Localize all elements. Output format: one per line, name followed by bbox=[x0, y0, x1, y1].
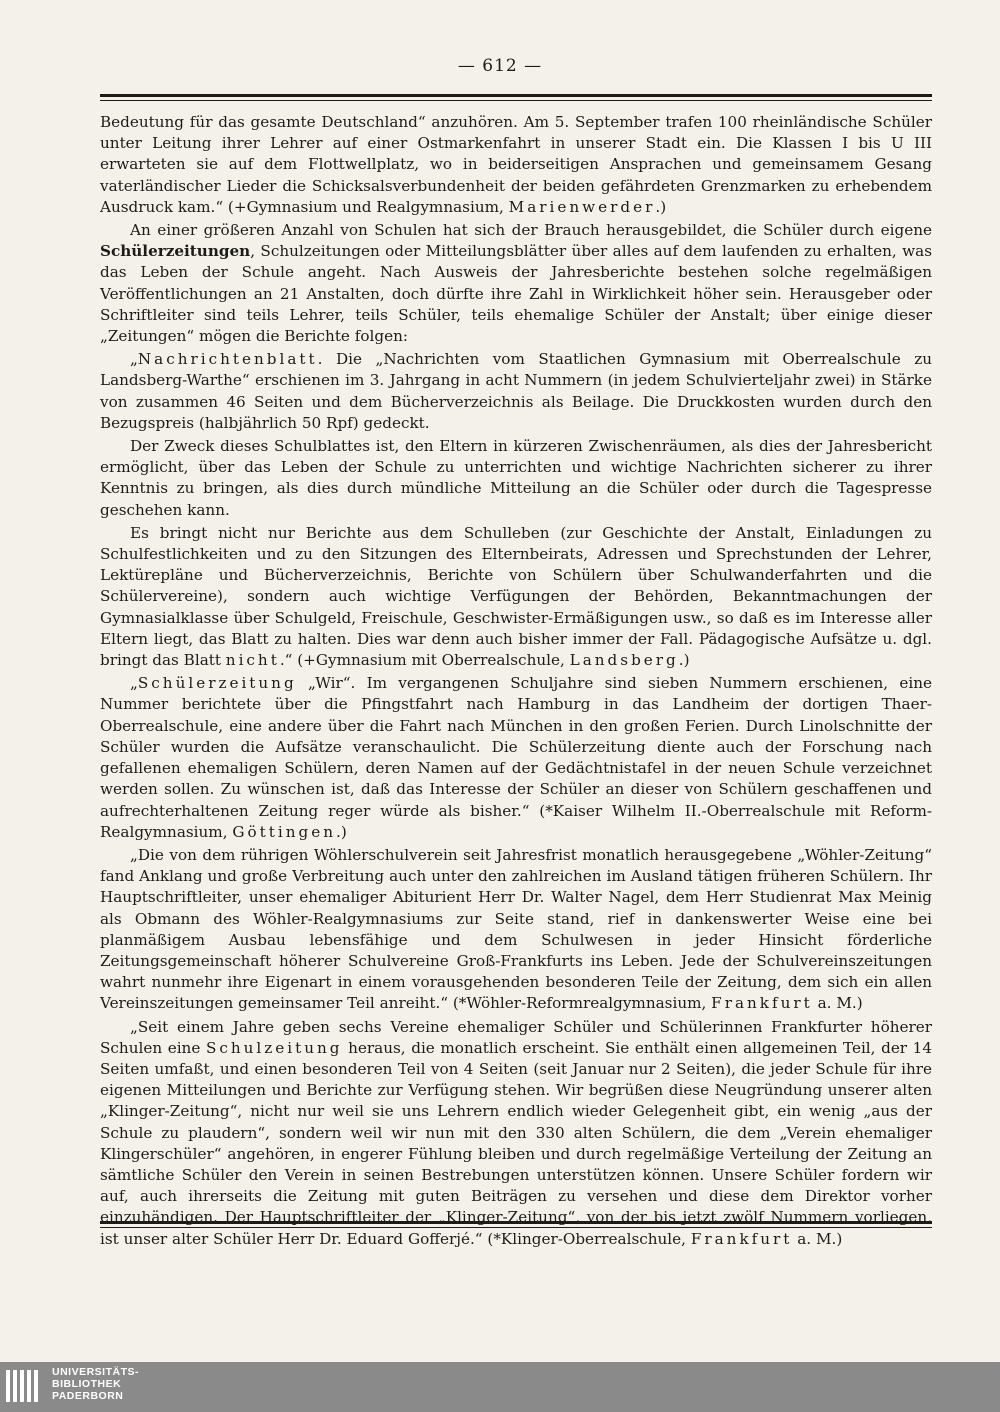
text-run: .) bbox=[336, 822, 347, 841]
text-run: Bedeutung für das gesamte Deutschland“ anzuhören. Am 5. September trafen 100 rheinländische Schüler unter Leitung ihrer Lehrer auf einer Ostmarkenfahrt in unserer Stadt ein. Die Klassen I bis U III erwarteten sie auf dem Flottwellplatz, wo in beiderseitigen Ansprachen und gemeinsamem Gesang vaterländischer Lieder die Schicksalsverbundenheit der beiden gefährdeten Grenzmarken zu erhebendem Ausdruck kam.“ (+Gymnasium und Realgymnasium, bbox=[100, 113, 932, 216]
text-run: „ bbox=[130, 350, 138, 369]
page-number: — 612 — bbox=[457, 56, 543, 76]
paragraph bbox=[100, 523, 932, 671]
bottom-rule bbox=[100, 1221, 932, 1228]
text-run: heraus, die monatlich erscheint. Sie enthält einen allgemeinen Teil, der 14 Seiten umfaßt, und einen besonderen Teil von 4 Seiten (seit Januar nur 2 Seiten), die jeder Schule für ihre eigenen Mitteilungen und Berichte zur Verfügung stehen. Wir begrüßen diese Neugründung unserer alten „Klinger-Zeitung“, nicht nur weil sie uns Lehrern endlich wieder Gelegenheit gibt, ein wenig „aus der Schule zu plaudern“, sondern weil wir nun mit den 330 alten Schülern, die dem „Verein ehemaliger Klingerschüler“ angehören, in engerer Fühlung bleiben und durch regelmäßige Verteilung der Zeitung an sämtliche Schüler den Verein in seinen Bestrebungen unterstützen können. Unsere Schüler fordern wir auf, auch ihrerseits die Zeitung mit guten Beiträgen zu versehen und diese dem Direktor vorher einzuhändigen. Der Hauptschriftleiter der „Klinger-Zeitung“, von der bis jetzt zwölf Nummern vorliegen, ist unser alter Schüler Herr Dr. Eduard Gofferjé.“ (*Klinger-Oberrealschule, bbox=[100, 1038, 932, 1248]
spaced-text: Landsberg bbox=[569, 651, 679, 670]
text-run: „Seit einem Jahre geben sechs Vereine ehemaliger Schüler und Schülerinnen Frankfurter höherer Schulen eine bbox=[100, 1017, 932, 1057]
library-name bbox=[52, 1366, 139, 1402]
spaced-text: Marienwerder bbox=[508, 197, 656, 216]
library-name-line-1: UNIVERSITÄTS- bbox=[52, 1366, 140, 1378]
text-run: .) bbox=[678, 651, 690, 670]
text-run: .“ (+Gymnasium mit Oberrealschule, bbox=[279, 651, 570, 670]
spaced-text: Göttingen bbox=[232, 822, 336, 841]
text-run: Es bringt nicht nur Berichte aus dem Schulleben (zur Geschichte der Anstalt, Einladungen zu Schulfestlichkeiten und zu den Sitzungen des Elternbeirats, Adressen und Sprechstunden der Lehrer, Lektürepläne und Bücherverzeichnis, Berichte von Schülern über Schulwanderfahrten und die Schülervereine), sondern auch wichtige Verfügungen der Behörden, Bekanntmachungen der Gymnasialklasse über Schulgeld, Freischule, Geschwister-Ermäßigungen usw., so daß es im Interesse aller Eltern liegt, das Blatt zu halten. Dies war denn auch bisher immer der Fall. Pädagogische Aufsätze u. dgl. bringt das Blatt bbox=[100, 523, 932, 670]
text-run: „ bbox=[130, 674, 138, 693]
text-run: „Die von dem rührigen Wöhlerschulverein seit Jahresfrist monatlich herausgegebene „Wöhler-Zeitung“ fand Anklang und große Verbreitung auch unter den zahlreichen im Ausland tätigen früheren Schülern. Ihr Hauptschriftleiter, unser ehemaliger Abiturient Herr Dr. Walter Nagel, dem Herr Studienrat Max Meinig als Obmann des Wöhler-Realgymnasiums zur Seite stand, rief in dankenswerter Weise eine bei planmäßigem Ausbau lebensfähige und dem Schulwesen in jeder Hinsicht förderliche Zeitungsgemeinschaft höherer Schulvereine Groß-Frankfurts ins Leben. Jede der Schulvereinszeitungen wahrt nunmehr ihre Eigenart in einem vorausgehenden besonderen Teile der Zeitung, dem sich ein allen Vereinszeitungen gemeinsamer Teil anreiht.“ (*Wöhler-Reformrealgymnasium, bbox=[100, 845, 932, 1013]
text-run: „Wir“. Im vergangenen Schuljahre sind sieben Nummern erschienen, eine Nummer berichtete über die Pfingstfahrt nach Hamburg in das Landheim der dortigen Thaer-Oberrealschule, eine andere über die Fahrt nach München in den großen Ferien. Durch Linolschnitte der Schüler wurden die Aufsätze veranschaulicht. Die Schülerzeitung diente auch der Forschung nach gefallenen ehemaligen Schülern, deren Namen auf der Gedächtnistafel in der neuen Schule verzeichnet werden sollen. Zu wünschen ist, daß das Interesse der Schüler an dieser von Schülern geschaffenen und aufrechterhaltenen Zeitung reger würde als bisher.“ (*Kaiser Wilhelm II.-Oberrealschule mit Reform-Realgymnasium, bbox=[100, 674, 932, 841]
top-rule bbox=[100, 94, 932, 101]
text-run: Der Zweck dieses Schulblattes ist, den Eltern in kürzeren Zwischenräumen, als dies der Jahresbericht ermöglicht, über das Leben der Schule zu unterrichten und wichtige Nachrichten sicherer zu ihrer Kenntnis zu bringen, als dies durch mündliche Mitteilung an die Schüler oder durch die Tagespresse geschehen kann. bbox=[100, 437, 932, 519]
paragraph bbox=[100, 673, 932, 843]
text-run: .) bbox=[655, 197, 667, 216]
text-run: a. M.) bbox=[792, 1229, 843, 1248]
bold-text: Schülerzeitungen bbox=[100, 242, 251, 261]
library-footer bbox=[0, 1362, 1000, 1412]
library-name-line-3: PADERBORN bbox=[52, 1390, 124, 1402]
library-name-line-2: BIBLIOTHEK bbox=[52, 1378, 122, 1390]
spaced-text: Schülerzeitung bbox=[137, 674, 297, 693]
spaced-text: Frankfurt bbox=[711, 994, 813, 1013]
spaced-text: Schulzeitung bbox=[205, 1038, 343, 1057]
spaced-text: nicht bbox=[225, 651, 280, 670]
paragraph bbox=[100, 220, 932, 347]
text-run: a. M.) bbox=[812, 994, 863, 1013]
paragraph bbox=[100, 1017, 932, 1250]
body-text bbox=[100, 112, 932, 1252]
text-run: An einer größeren Anzahl von Schulen hat sich der Brauch herausgebildet, die Schüler durch eigene bbox=[130, 221, 932, 240]
spaced-text: Frankfurt bbox=[690, 1229, 793, 1248]
library-logo-icon bbox=[4, 1366, 44, 1406]
text-run: , Schulzeitungen oder Mitteilungsblätter über alles auf dem laufenden zu erhalten, was das Leben der Schule angeht. Nach Ausweis der Jahresberichte bestehen solche regelmäßigen Veröffentlichungen an 21 Anstalten, doch dürfte ihre Zahl in Wirklichkeit höher sein. Herausgeber oder Schriftleiter sind teils Lehrer, teils Schüler, teils ehemalige Schüler der Anstalt; über einige dieser „Zeitungen“ mögen die Berichte folgen: bbox=[100, 242, 932, 346]
paragraph bbox=[100, 112, 932, 218]
text-run: . Die „Nachrichten vom Staatlichen Gymnasium mit Oberrealschule zu Landsberg-Warthe“ erschienen im 3. Jahrgang in acht Nummern (in jedem Schulvierteljahr zwei) in Stärke von zusammen 46 Seiten und dem Bücherverzeichnis als Beilage. Die Druckkosten wurden durch den Bezugspreis (halbjährlich 50 Rpf) gedeckt. bbox=[100, 350, 932, 432]
paragraph bbox=[100, 349, 932, 434]
paragraph bbox=[100, 436, 932, 521]
spaced-text: Nachrichtenblatt bbox=[137, 350, 318, 369]
paragraph bbox=[100, 845, 932, 1015]
